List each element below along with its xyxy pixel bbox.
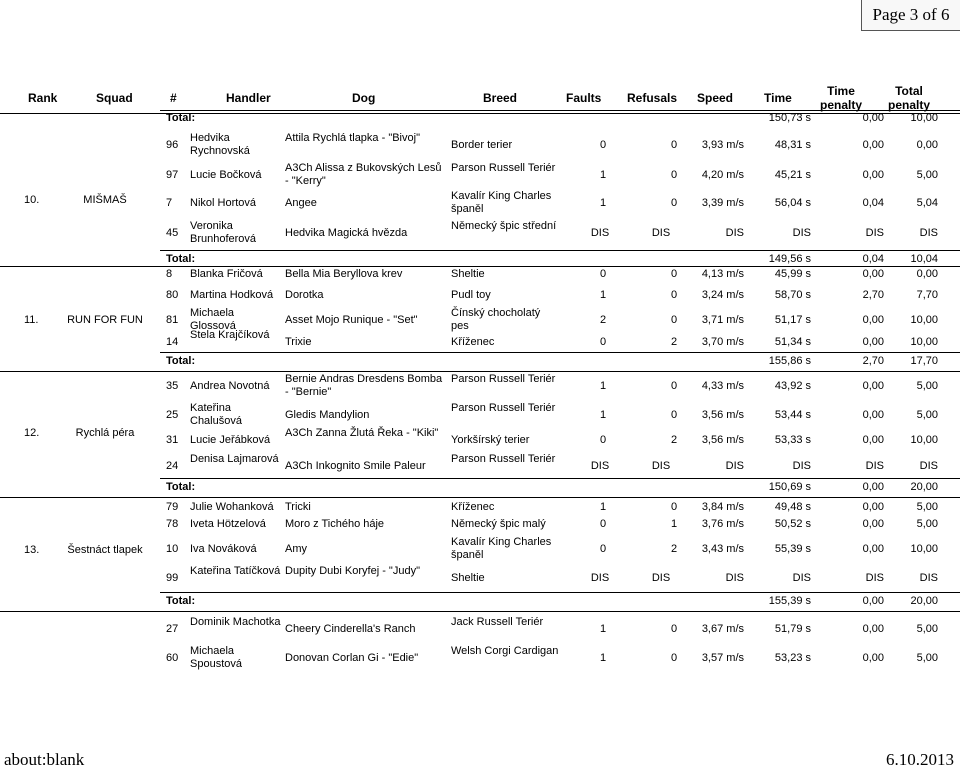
- handler-name: Nikol Hortová: [190, 197, 257, 209]
- total-time-penalty: 0,04: [862, 253, 884, 265]
- dog-number: 8: [166, 268, 173, 280]
- time-penalty-value: 0,00: [862, 623, 884, 635]
- faults-value: 1: [599, 623, 607, 635]
- dog-name: Moro z Tichého háje: [285, 518, 385, 530]
- speed-value: 3,56 m/s: [701, 434, 744, 446]
- breed-name: Kavalír King Charles španěl: [451, 190, 552, 215]
- faults-value: 0: [599, 268, 607, 280]
- breed-name: Parson Russell Teriér: [451, 162, 556, 174]
- handler-name: Lucie Bočková: [190, 169, 262, 181]
- dog-name: A3Ch Inkognito Smile Paleur: [285, 460, 426, 472]
- breed-name: Čínský chocholatý pes: [451, 307, 541, 332]
- total-label: Total:: [166, 355, 196, 367]
- row-separator: [0, 497, 960, 498]
- speed-value: 3,76 m/s: [701, 518, 744, 530]
- footer-date: 6.10.2013: [886, 750, 954, 769]
- time-penalty-value: 0,00: [862, 409, 884, 421]
- speed-value: 4,13 m/s: [701, 268, 744, 280]
- time-penalty-value: DIS: [865, 227, 884, 239]
- speed-value: 3,84 m/s: [701, 501, 744, 513]
- breed-name: Parson Russell Teriér: [451, 402, 556, 414]
- handler-name: Dominik Machotka: [190, 616, 281, 628]
- total-penalty: 10,04: [910, 253, 938, 265]
- handler-name: Hedvika Rychnovská: [190, 132, 250, 157]
- row-separator: [0, 371, 960, 372]
- speed-value: 3,57 m/s: [701, 652, 744, 664]
- header-number: #: [170, 91, 177, 105]
- refusals-value: 0: [670, 139, 678, 151]
- total-penalty-value: 5,00: [916, 501, 938, 513]
- speed-value: 3,43 m/s: [701, 543, 744, 555]
- dog-number: 31: [166, 434, 179, 446]
- refusals-value: 0: [670, 652, 678, 664]
- time-value: DIS: [792, 227, 811, 239]
- time-penalty-value: DIS: [865, 460, 884, 472]
- team-rank: 12.: [24, 427, 40, 439]
- refusals-value: 0: [670, 501, 678, 513]
- dog-name: Bella Mia Beryllova krev: [285, 268, 403, 280]
- handler-name: Martina Hodková: [190, 289, 274, 301]
- dog-number: 10: [166, 543, 179, 555]
- dog-name: Amy: [285, 543, 307, 555]
- total-penalty-value: DIS: [919, 460, 938, 472]
- dog-name: Angee: [285, 197, 317, 209]
- handler-name: Denisa Lajmarová: [190, 453, 279, 465]
- dog-number: 97: [166, 169, 179, 181]
- breed-name: Kříženec: [451, 501, 495, 513]
- faults-value: 0: [599, 434, 607, 446]
- dog-number: 35: [166, 380, 179, 392]
- total-penalty-value: 10,00: [910, 543, 938, 555]
- refusals-value: 0: [670, 380, 678, 392]
- total-penalty-value: 5,00: [916, 652, 938, 664]
- breed-name: Kříženec: [451, 336, 495, 348]
- total-label: Total:: [166, 112, 196, 124]
- time-penalty-value: 0,00: [862, 543, 884, 555]
- refusals-value: DIS: [651, 227, 671, 239]
- time-value: 53,23 s: [774, 652, 811, 664]
- time-penalty-value: 0,00: [862, 501, 884, 513]
- speed-value: 3,39 m/s: [701, 197, 744, 209]
- total-time: 149,56 s: [768, 253, 811, 265]
- team-squad: Rychlá péra: [75, 427, 135, 439]
- dog-name: Gledis Mandylion: [285, 409, 370, 421]
- header-time: Time: [764, 91, 792, 105]
- time-value: 45,99 s: [774, 268, 811, 280]
- total-penalty-value: 5,00: [916, 623, 938, 635]
- handler-name: Veronika Brunhoferová: [190, 220, 257, 245]
- total-penalty: 20,00: [910, 595, 938, 607]
- dog-name: Bernie Andras Dresdens Bomba - "Bernie": [285, 373, 443, 398]
- row-separator: [160, 592, 960, 593]
- total-penalty: 10,00: [910, 112, 938, 124]
- breed-name: Welsh Corgi Cardigan: [451, 645, 559, 657]
- speed-value: 3,67 m/s: [701, 623, 744, 635]
- total-penalty-value: 0,00: [916, 268, 938, 280]
- header-speed: Speed: [697, 91, 734, 105]
- header-squad: Squad: [96, 91, 133, 105]
- faults-value: 1: [599, 380, 607, 392]
- dog-name: Hedvika Magická hvězda: [285, 227, 408, 239]
- dog-name: Trixie: [285, 336, 312, 348]
- time-penalty-value: 0,00: [862, 268, 884, 280]
- total-label: Total:: [166, 595, 196, 607]
- dog-name: A3Ch Zanna Žlutá Řeka - "Kiki": [285, 427, 439, 439]
- header-total-penalty: Total penalty: [887, 84, 930, 112]
- handler-name: Michaela Glossová: [190, 307, 236, 332]
- total-penalty-value: 10,00: [910, 434, 938, 446]
- faults-value: 1: [599, 652, 607, 664]
- time-penalty-value: 0,00: [862, 314, 884, 326]
- total-time-penalty: 2,70: [862, 355, 884, 367]
- faults-value: DIS: [590, 227, 610, 239]
- dog-name: Donovan Corlan Gi - "Edie": [285, 652, 419, 664]
- refusals-value: 0: [670, 289, 678, 301]
- time-penalty-value: 0,00: [862, 169, 884, 181]
- handler-name: Iva Nováková: [190, 543, 257, 555]
- breed-name: Německý špic střední: [451, 220, 557, 232]
- dog-name: Tricki: [285, 501, 311, 513]
- row-separator: [160, 478, 960, 479]
- total-penalty-value: 5,04: [916, 197, 938, 209]
- refusals-value: 2: [670, 543, 678, 555]
- header-rank: Rank: [28, 91, 58, 105]
- refusals-value: 0: [670, 169, 678, 181]
- dog-name: Attila Rychlá tlapka - "Bivoj": [285, 132, 420, 144]
- refusals-value: 0: [670, 197, 678, 209]
- time-value: 43,92 s: [774, 380, 811, 392]
- row-separator: [0, 611, 960, 612]
- speed-value: 3,56 m/s: [701, 409, 744, 421]
- breed-name: Border terier: [451, 139, 513, 151]
- time-value: 51,79 s: [774, 623, 811, 635]
- handler-name: Andrea Novotná: [190, 380, 270, 392]
- speed-value: DIS: [725, 460, 744, 472]
- handler-name: Kateřina Tatíčková: [190, 565, 281, 577]
- handler-name: Blanka Fričová: [190, 268, 263, 280]
- handler-name: Iveta Hötzelová: [190, 518, 266, 530]
- header-handler: Handler: [226, 91, 271, 105]
- header-breed: Breed: [483, 91, 518, 105]
- dog-name: Cheery Cinderella's Ranch: [285, 623, 416, 635]
- speed-value: DIS: [725, 572, 744, 584]
- total-penalty-value: 5,00: [916, 409, 938, 421]
- total-penalty-value: DIS: [919, 227, 938, 239]
- faults-value: 0: [599, 518, 607, 530]
- refusals-value: 0: [670, 314, 678, 326]
- time-penalty-value: 0,00: [862, 380, 884, 392]
- dog-number: 14: [166, 336, 179, 348]
- team-rank: 13.: [24, 544, 40, 556]
- total-time: 150,69 s: [768, 481, 811, 493]
- total-time: 150,73 s: [768, 112, 811, 124]
- refusals-value: 1: [670, 518, 678, 530]
- time-penalty-value: 0,00: [862, 336, 884, 348]
- dog-number: 24: [166, 460, 179, 472]
- time-value: 51,34 s: [774, 336, 811, 348]
- time-value: DIS: [792, 572, 811, 584]
- team-rank: 10.: [24, 194, 40, 206]
- total-penalty-value: 10,00: [910, 336, 938, 348]
- dog-number: 45: [166, 227, 179, 239]
- page-indicator: Page 3 of 6: [861, 0, 960, 31]
- time-value: 56,04 s: [774, 197, 811, 209]
- footer-url: about:blank: [4, 750, 85, 769]
- row-separator: [160, 250, 960, 251]
- time-value: 50,52 s: [774, 518, 811, 530]
- speed-value: 3,71 m/s: [701, 314, 744, 326]
- total-time-penalty: 0,00: [862, 112, 884, 124]
- dog-name: Asset Mojo Runique - "Set": [285, 314, 418, 326]
- total-penalty: 20,00: [910, 481, 938, 493]
- faults-value: 0: [599, 139, 607, 151]
- dog-number: 25: [166, 409, 179, 421]
- header-dog: Dog: [352, 91, 376, 105]
- speed-value: 4,33 m/s: [701, 380, 744, 392]
- total-penalty-value: 5,00: [916, 518, 938, 530]
- time-value: DIS: [792, 460, 811, 472]
- refusals-value: 0: [670, 623, 678, 635]
- time-value: 53,44 s: [774, 409, 811, 421]
- total-label: Total:: [166, 253, 196, 265]
- breed-name: Parson Russell Teriér: [451, 453, 556, 465]
- dog-number: 99: [166, 572, 179, 584]
- faults-value: 1: [599, 501, 607, 513]
- header-time-penalty: Time penalty: [819, 84, 862, 112]
- time-value: 45,21 s: [774, 169, 811, 181]
- total-penalty-value: 5,00: [916, 380, 938, 392]
- total-penalty-value: 5,00: [916, 169, 938, 181]
- team-squad: Šestnáct tlapek: [67, 544, 143, 556]
- speed-value: 4,20 m/s: [701, 169, 744, 181]
- row-separator: [160, 352, 960, 353]
- time-penalty-value: 0,04: [862, 197, 884, 209]
- refusals-value: DIS: [651, 572, 671, 584]
- dog-name: A3Ch Alissa z Bukovských Lesů - "Kerry": [285, 162, 442, 187]
- breed-name: Sheltie: [451, 572, 485, 584]
- faults-value: 1: [599, 197, 607, 209]
- breed-name: Sheltie: [451, 268, 485, 280]
- dog-number: 7: [166, 197, 173, 209]
- dog-number: 79: [166, 501, 179, 513]
- faults-value: 2: [599, 314, 607, 326]
- time-value: 55,39 s: [774, 543, 811, 555]
- faults-value: 1: [599, 289, 607, 301]
- dog-name: Dorotka: [285, 289, 324, 301]
- total-penalty-value: 10,00: [910, 314, 938, 326]
- faults-value: DIS: [590, 572, 610, 584]
- breed-name: Kavalír King Charles španěl: [451, 536, 552, 561]
- speed-value: DIS: [725, 227, 744, 239]
- refusals-value: 2: [670, 434, 678, 446]
- breed-name: Německý špic malý: [451, 518, 546, 530]
- faults-value: 1: [599, 409, 607, 421]
- time-penalty-value: 0,00: [862, 518, 884, 530]
- team-rank: 11.: [24, 314, 39, 326]
- time-value: 49,48 s: [774, 501, 811, 513]
- dog-number: 96: [166, 139, 179, 151]
- handler-name: Michaela Spoustová: [190, 645, 242, 670]
- time-penalty-value: 2,70: [862, 289, 884, 301]
- breed-name: Pudl toy: [451, 289, 491, 301]
- time-penalty-value: 0,00: [862, 139, 884, 151]
- header-faults: Faults: [566, 91, 602, 105]
- total-label: Total:: [166, 481, 196, 493]
- time-value: 48,31 s: [774, 139, 811, 151]
- handler-name: Stela Krajčíková: [190, 329, 270, 341]
- dog-number: 27: [166, 623, 179, 635]
- time-penalty-value: 0,00: [862, 434, 884, 446]
- handler-name: Lucie Jeřábková: [190, 434, 271, 446]
- total-time: 155,39 s: [768, 595, 811, 607]
- faults-value: 0: [599, 336, 607, 348]
- handler-name: Julie Wohanková: [190, 501, 274, 513]
- dog-number: 60: [166, 652, 179, 664]
- team-squad: MIŠMAŠ: [83, 194, 127, 206]
- total-penalty: 17,70: [910, 355, 938, 367]
- breed-name: Yorkšírský terier: [451, 434, 530, 446]
- speed-value: 3,24 m/s: [701, 289, 744, 301]
- speed-value: 3,93 m/s: [701, 139, 744, 151]
- dog-number: 80: [166, 289, 179, 301]
- time-value: 53,33 s: [774, 434, 811, 446]
- total-time-penalty: 0,00: [862, 595, 884, 607]
- team-squad: RUN FOR FUN: [67, 314, 143, 326]
- row-separator: [160, 110, 960, 111]
- time-penalty-value: 0,00: [862, 652, 884, 664]
- total-time: 155,86 s: [768, 355, 811, 367]
- refusals-value: DIS: [651, 460, 671, 472]
- speed-value: 3,70 m/s: [701, 336, 744, 348]
- dog-number: 78: [166, 518, 179, 530]
- breed-name: Jack Russell Teriér: [451, 616, 544, 628]
- time-value: 51,17 s: [774, 314, 811, 326]
- time-value: 58,70 s: [774, 289, 811, 301]
- handler-name: Kateřina Chalušová: [190, 402, 242, 427]
- dog-number: 81: [166, 314, 179, 326]
- faults-value: DIS: [590, 460, 610, 472]
- refusals-value: 0: [670, 268, 678, 280]
- total-penalty-value: 0,00: [916, 139, 938, 151]
- breed-name: Parson Russell Teriér: [451, 373, 556, 385]
- time-penalty-value: DIS: [865, 572, 884, 584]
- refusals-value: 0: [670, 409, 678, 421]
- faults-value: 1: [599, 169, 607, 181]
- header-refusals: Refusals: [627, 91, 678, 105]
- dog-name: Dupity Dubi Koryfej - "Judy": [285, 565, 420, 577]
- refusals-value: 2: [670, 336, 678, 348]
- total-penalty-value: DIS: [919, 572, 938, 584]
- total-penalty-value: 7,70: [916, 289, 938, 301]
- row-separator: [0, 266, 960, 267]
- faults-value: 0: [599, 543, 607, 555]
- total-time-penalty: 0,00: [862, 481, 884, 493]
